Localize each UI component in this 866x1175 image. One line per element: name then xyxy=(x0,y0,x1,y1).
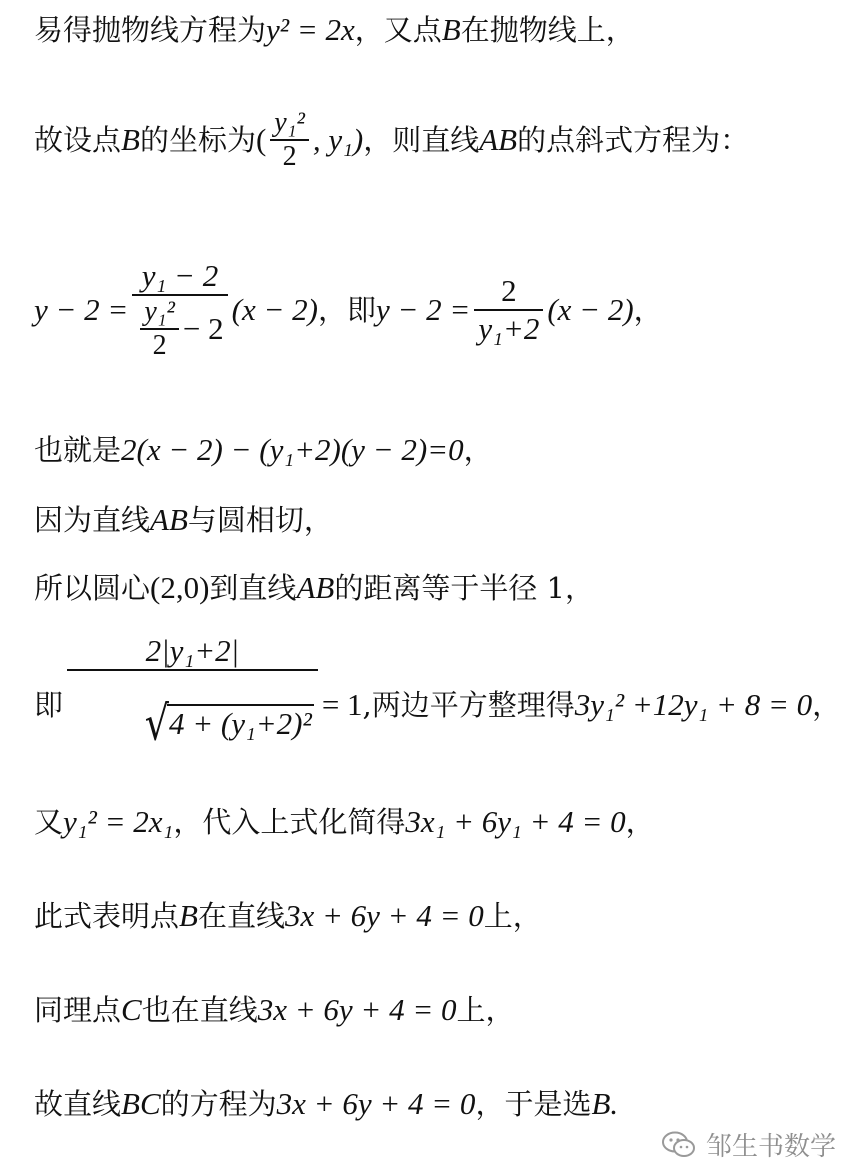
math-expression: (x − 2) xyxy=(547,292,634,327)
math-expression: (2,0) xyxy=(150,570,210,605)
math-symbol: B xyxy=(441,12,461,47)
text-run: ，又点 xyxy=(354,13,442,47)
fraction-denominator: 2 xyxy=(282,141,297,172)
fraction-numerator: y₁² xyxy=(144,295,175,327)
radical-sign: √ xyxy=(144,695,169,751)
math-expression: 2(x − 2) − (y₁+2)(y − 2)=0 xyxy=(121,432,464,467)
math-expression: = 1 xyxy=(321,687,363,722)
math-expression: (x − 2) xyxy=(231,292,318,327)
math-expression: y − 2 = xyxy=(376,292,471,327)
text-run: ， xyxy=(625,805,655,839)
text-run: ，则直线 xyxy=(363,123,480,157)
math-symbol: C xyxy=(121,992,142,1027)
text-line-1 xyxy=(34,10,846,50)
fraction-numerator: y₁² xyxy=(274,106,305,138)
math-symbol: AB xyxy=(479,122,518,157)
text-run: ，即 xyxy=(317,293,376,327)
text-run: 故直线 xyxy=(34,1087,122,1121)
text-line-9 xyxy=(34,896,846,936)
math-symbol: AB xyxy=(296,570,335,605)
text-run: 此式表明点 xyxy=(34,899,180,933)
fraction-numerator: 2 xyxy=(501,273,517,309)
fraction-numerator: y₁ − 2 xyxy=(141,257,219,293)
fraction xyxy=(270,107,309,173)
text-run: 所以圆心 xyxy=(34,571,151,605)
fraction xyxy=(132,258,227,362)
math-expression: 3x + 6y + 4 = 0 xyxy=(284,898,484,933)
text-run: 即 xyxy=(34,688,64,722)
text-run: 也在直线 xyxy=(141,993,258,1027)
square-root xyxy=(144,695,314,751)
text-line-2 xyxy=(34,100,846,180)
watermark-text: 邹生书数学 xyxy=(705,1132,836,1162)
text-line-10 xyxy=(34,990,846,1030)
math-expression: 3x + 6y + 4 = 0 xyxy=(257,992,457,1027)
wechat-icon xyxy=(662,1131,696,1159)
text-run: 的点斜式方程为： xyxy=(517,123,750,157)
nested-fraction xyxy=(140,296,179,362)
text-run: 上， xyxy=(483,899,542,933)
text-run: ，代入上式化简得 xyxy=(173,805,406,839)
fraction xyxy=(474,273,543,346)
text-run: ， xyxy=(463,433,493,467)
math-expression: y₁² = 2x₁ xyxy=(63,804,174,839)
text-run: 在抛物线上， xyxy=(460,13,635,47)
math-paren: ( xyxy=(255,122,267,157)
math-expression: 3x + 6y + 4 = 0 xyxy=(276,1086,476,1121)
text-run: 故设点 xyxy=(34,123,122,157)
text-run: 的坐标为 xyxy=(139,123,256,157)
math-expression: 3x₁ + 6y₁ + 4 = 0 xyxy=(405,804,626,839)
text-run: 的方程为 xyxy=(160,1087,277,1121)
math-expression: y² = 2x xyxy=(266,12,355,47)
radicand: 4 + (y₁+2)² xyxy=(168,706,312,742)
math-symbol: B xyxy=(179,898,198,933)
text-run: 到直线 xyxy=(209,571,297,605)
text-line-4 xyxy=(34,430,846,470)
text-line-7 xyxy=(34,633,846,760)
text-run: ，于是选 xyxy=(475,1087,592,1121)
math-symbol: B. xyxy=(591,1086,619,1121)
math-expression: − 2 xyxy=(182,310,224,346)
watermark xyxy=(656,1124,842,1165)
fraction-denominator: 2 xyxy=(152,329,167,361)
text-line-11 xyxy=(34,1084,846,1124)
text-run: 也就是 xyxy=(34,433,122,467)
fraction-denominator xyxy=(132,296,227,362)
math-expression: 3y₁² +12y₁ + 8 = 0 xyxy=(574,687,813,722)
text-run: ， xyxy=(812,688,842,722)
text-run: 易得抛物线方程为 xyxy=(34,13,267,47)
text-run: ,两边平方整理得 xyxy=(362,688,575,722)
text-run: 与圆相切， xyxy=(187,503,333,537)
text-run: 因为直线 xyxy=(34,503,151,537)
text-run: 同理点 xyxy=(34,993,122,1027)
text-line-5 xyxy=(34,500,846,540)
text-line-3 xyxy=(34,240,846,380)
fraction-numerator: 2|y₁+2| xyxy=(145,633,240,669)
math-symbol: AB xyxy=(150,502,188,537)
text-run: ， xyxy=(633,293,663,327)
text-line-8 xyxy=(34,802,846,842)
text-run: 在直线 xyxy=(197,899,285,933)
math-symbol: BC xyxy=(121,1086,161,1121)
math-expression: , y₁) xyxy=(312,122,364,157)
math-expression: y − 2 = xyxy=(34,292,129,327)
fraction-denominator xyxy=(67,671,318,777)
text-run: 的距离等于半径 1， xyxy=(334,571,594,605)
text-run: 又 xyxy=(34,805,64,839)
text-line-6 xyxy=(34,568,846,608)
fraction xyxy=(67,633,318,777)
fraction-denominator: y₁+2 xyxy=(478,311,540,346)
text-run: 上， xyxy=(456,993,515,1027)
math-symbol: B xyxy=(121,122,140,157)
